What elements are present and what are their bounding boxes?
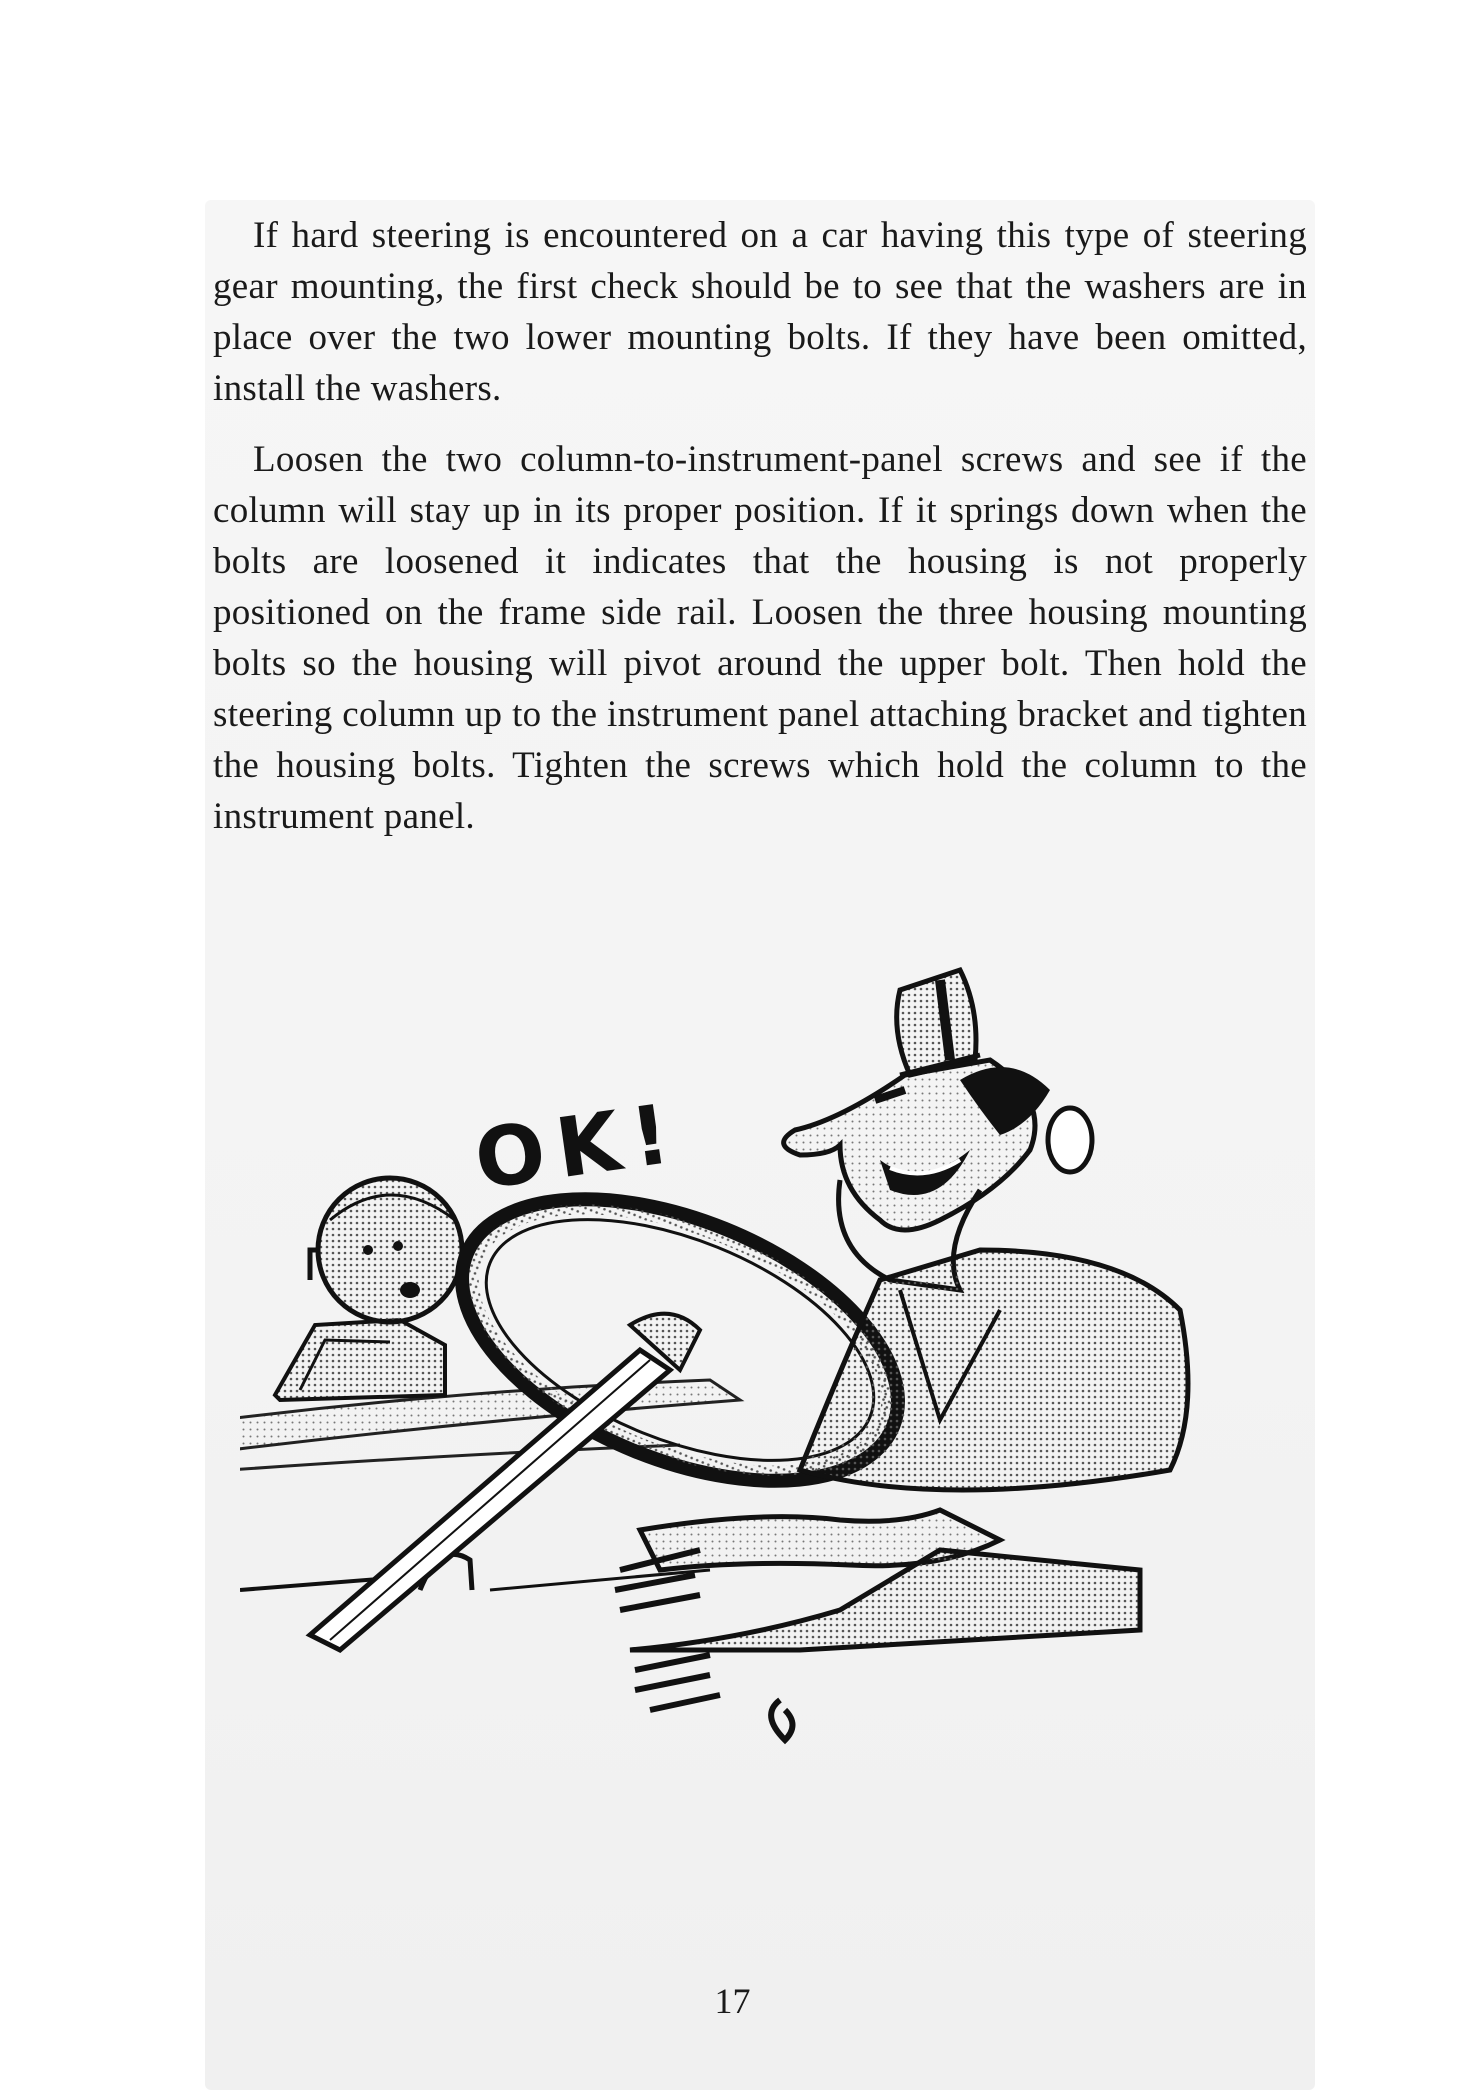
paragraph-column-adjustment: Loosen the two column-to-instrument-panel screws and see if the column will stay up in its proper position. If it springs down when the bolts are loosened it indicates that the housing is not properly positioned on the frame side rail. Loosen the three housing mounting bolts so the housing will pivot around the upper bolt. Then hold the steering column up to the instrument panel attaching bracket and tighten the housing bolts. Tighten the screws which hold the column to the instrument panel. bbox=[213, 439, 1307, 837]
body-text bbox=[213, 210, 1307, 862]
cartoon-illustration bbox=[240, 950, 1300, 1750]
paragraph-hard-steering: If hard steering is encountered on a car having this type of steering gear mounting, the first check should be to see that the washers are in place over the two lower mounting bolts. If they have been omitted, install the washers. bbox=[213, 215, 1307, 409]
ok-exclamation-text: OK! bbox=[469, 1085, 688, 1209]
driver-figure bbox=[615, 970, 1188, 1740]
page-number: 17 bbox=[714, 1981, 751, 2021]
mascot-figure bbox=[275, 1178, 462, 1400]
